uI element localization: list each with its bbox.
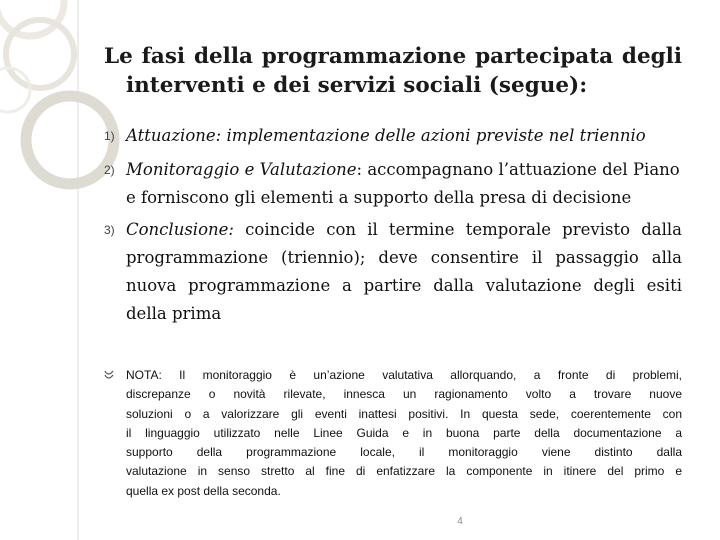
item-text-line: implementazione delle azioni previste nel triennio (226, 126, 646, 145)
item-term: Monitoraggio e Valutazione (126, 160, 357, 179)
note-block (104, 366, 682, 501)
bullet-icon (104, 369, 114, 381)
title-line-1: Le fasi della programmazione partecipata degli (104, 44, 682, 69)
item-number: 1) (104, 129, 115, 143)
note-line: quella ex post della seconda. (126, 483, 281, 498)
slide-title (104, 42, 682, 100)
list-item-attuazione (104, 122, 682, 150)
note-line: soluzioni o a valorizzare gli eventi inattesi positivi. In questa sede, coerentemente con (126, 406, 682, 421)
item-text-line: programmazione (triennio); deve consentire il passaggio alla (126, 248, 682, 267)
note-line: discrepanze o novità rilevate, innesca un ragionamento volto a trovare nuove (126, 387, 682, 402)
list-item-conclusione (104, 216, 682, 328)
page-number: 4 (457, 516, 463, 527)
item-term: Conclusione: (126, 220, 234, 239)
item-term: Attuazione: (126, 126, 222, 145)
item-text-line: coincide con il termine temporale previsto dalla (245, 220, 682, 239)
title-line-2: interventi e dei servizi sociali (segue): (126, 73, 588, 98)
note-line: supporto della programmazione locale, il monitoraggio viene distinto dalla (126, 445, 682, 460)
item-number: 3) (104, 223, 115, 237)
note-line: il linguaggio utilizzato nelle Linee Guida e in buona parte della documentazione a (126, 425, 682, 440)
list-item-monitoraggio (104, 156, 682, 212)
item-number: 2) (104, 163, 115, 177)
item-text-line: nuova programmazione a partire dalla valutazione degli esiti (126, 276, 682, 295)
note-line: valutazione in senso stretto al fine di enfatizzare la componente in itinere del primo e (126, 464, 682, 479)
item-text-line: : accompagnano l’attuazione del Piano (356, 160, 680, 179)
note-line: NOTA: Il monitoraggio è un’azione valutativa allorquando, a fronte di problemi, (126, 368, 682, 382)
item-text-line: della prima (126, 304, 222, 323)
item-text-line: e forniscono gli elementi a supporto della presa di decisione (126, 188, 632, 207)
